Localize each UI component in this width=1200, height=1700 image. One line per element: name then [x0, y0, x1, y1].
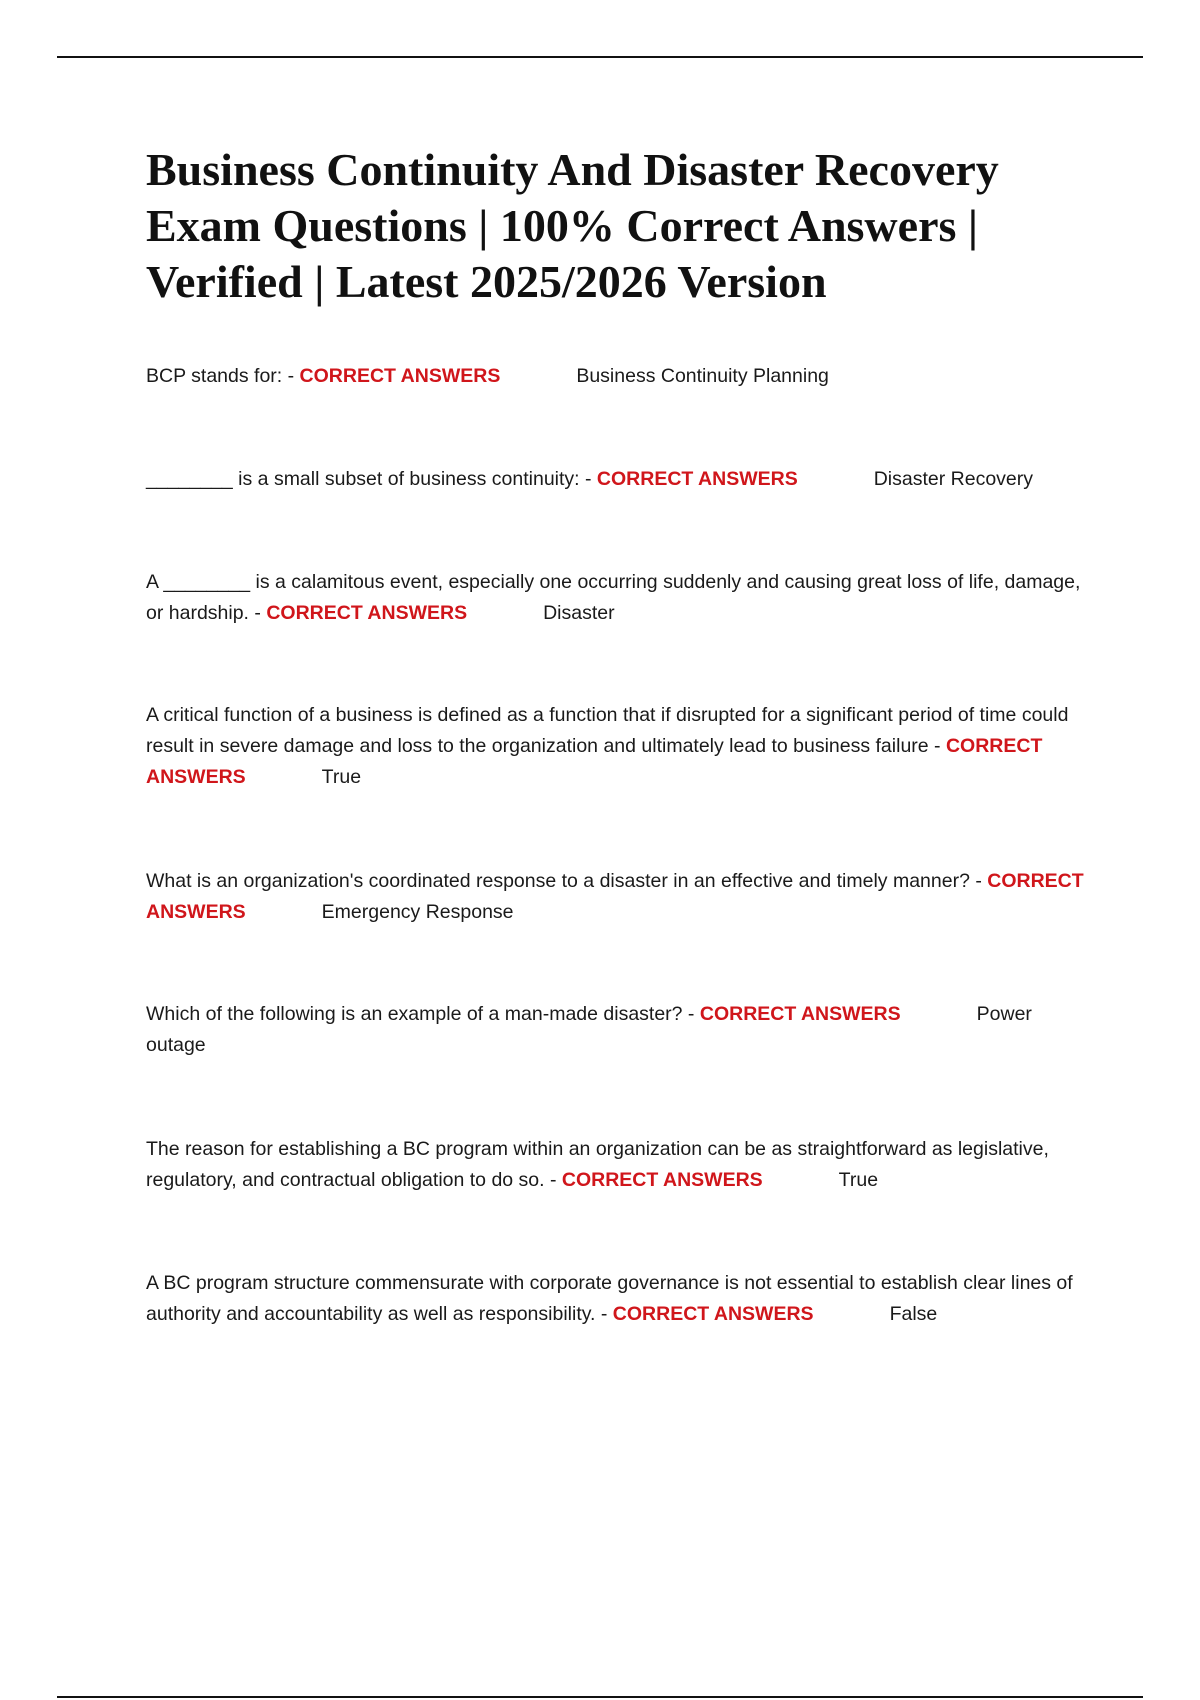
correct-answers-tag: CORRECT ANSWERS [146, 735, 1043, 788]
answer-text: True [838, 1169, 879, 1191]
qa-item-5 [146, 866, 1086, 928]
bottom-rule [57, 1696, 1143, 1698]
answer-text: Disaster Recovery [873, 468, 1033, 490]
answer-text: Power outage [146, 1003, 1032, 1056]
answer-text: True [321, 766, 362, 788]
question-text: What is an organization's coordinated response to a disaster in an effective and timely manner? - [146, 870, 988, 892]
qa-item-7 [146, 1134, 1086, 1196]
correct-answers-tag: CORRECT ANSWERS [299, 365, 501, 387]
qa-item-8 [146, 1268, 1086, 1330]
top-rule [57, 56, 1143, 58]
question-text: The reason for establishing a BC program within an organization can be as straightforward as legislative, regulatory, and contractual obligation to do so. - [146, 1138, 1049, 1191]
qa-item-3 [146, 567, 1086, 629]
qa-item-4 [146, 700, 1086, 793]
document-title: Business Continuity And Disaster Recovery Exam Questions | 100% Correct Answers | Verified | Latest 2025/2026 Version [146, 144, 999, 307]
qa-item-2 [146, 464, 1086, 495]
correct-answers-tag: CORRECT ANSWERS [596, 468, 798, 490]
correct-answers-tag: CORRECT ANSWERS [699, 1003, 901, 1025]
answer-text: Disaster [543, 602, 615, 624]
correct-answers-tag: CORRECT ANSWERS [266, 602, 468, 624]
question-text: A ________ is a calamitous event, especially one occurring suddenly and causing great loss of life, damage, or hardship. - [146, 571, 1081, 624]
correct-answers-tag: CORRECT ANSWERS [612, 1303, 814, 1325]
answer-text: False [889, 1303, 938, 1325]
answer-text: Emergency Response [321, 901, 514, 923]
qa-item-1 [146, 361, 1086, 392]
question-text: BCP stands for: - [146, 365, 300, 387]
question-text: A critical function of a business is defined as a function that if disrupted for a significant period of time could result in severe damage and loss to the organization and ultimately lead to business failure - [146, 704, 1069, 757]
qa-item-6 [146, 999, 1086, 1061]
question-text: Which of the following is an example of a man-made disaster? - [146, 1003, 700, 1025]
answer-text: Business Continuity Planning [576, 365, 829, 387]
question-text: A BC program structure commensurate with corporate governance is not essential to establish clear lines of authority and accountability as well as responsibility. - [146, 1272, 1073, 1325]
question-text: ________ is a small subset of business continuity: - [146, 468, 597, 490]
correct-answers-tag: CORRECT ANSWERS [561, 1169, 763, 1191]
correct-answers-tag: CORRECT ANSWERS [146, 870, 1084, 923]
